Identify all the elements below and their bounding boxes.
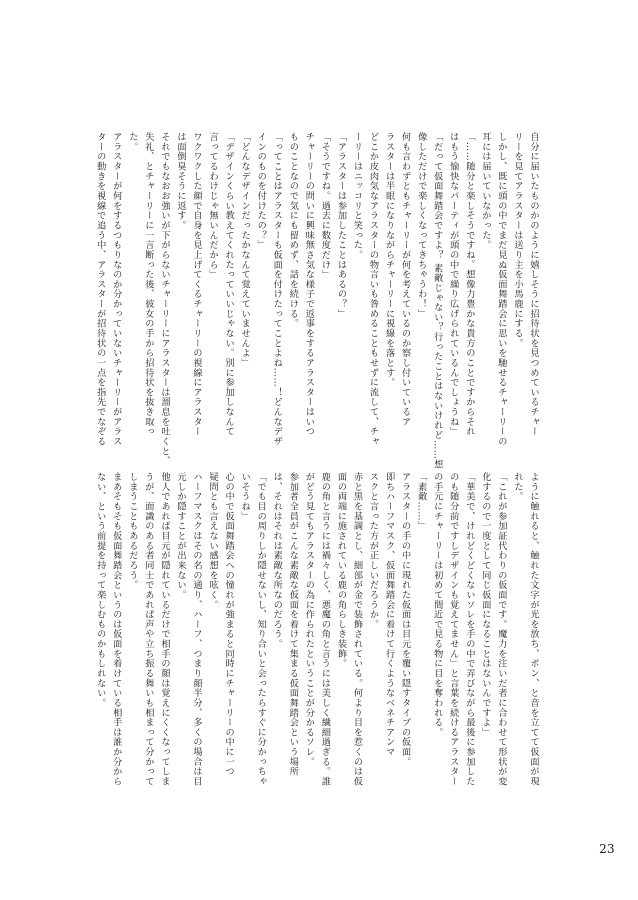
text-line: ワクワクした顔で自身を見上げてくるチャーリーの視線にアラスター — [191, 132, 203, 437]
text-line: 耳には届いていなかった。 — [479, 132, 491, 250]
text-line: 自分に届いたものかのように嬉しそうに招待状を見つめているチャー — [528, 132, 539, 437]
text-line: は、それはそれは素敵な所なのだろう。 — [271, 472, 283, 649]
text-line: 心の中で仮面舞踏会への憧れが強まると同時にチャーリーの中に一つ — [223, 472, 235, 777]
text-line: は面倒臭そうに返す。 — [174, 132, 186, 231]
text-line: 「素敵……」 — [415, 472, 427, 531]
text-line: 他人であれば目元が隠れているだけで相手の顔は覚えにくくなってしま — [158, 472, 170, 787]
text-line: 面の両端に施されている鹿の角らしき装飾。 — [335, 472, 347, 669]
text-line: ように触れると、触れた文字が光を放ち、ポン、と音を立てて仮面が現 — [528, 472, 539, 787]
text-line: れた。 — [511, 472, 523, 502]
text-line: ものことなので気にも留めず、話を続ける。 — [287, 132, 299, 329]
text-line: チャーリーの問いに興味無さ気な様子で返事をするアラスターはいつ — [303, 132, 315, 437]
text-line: まあそもそも仮面舞踏会というのは仮面を着けている相手は誰か分から — [110, 472, 122, 787]
text-line: リーを見てアラスターは送り主を小馬鹿にする。 — [511, 132, 523, 349]
text-line: 「……随分と楽しそうですね。想像力豊かな貴方のことですからそれ — [463, 132, 475, 437]
text-line: た。 — [126, 132, 138, 152]
text-line: ラスターは半眼になりながらチャーリーに視線を落とす。 — [383, 132, 395, 388]
text-line: 「華美で、けれどくどくないソレを手の中で弄びながら最後に参加した — [463, 472, 475, 787]
text-line: ハーフマスクはその名の通り、ハーフ、つまり顔半分、多くの場合は目 — [191, 472, 203, 787]
text-line: ない、という前提を持って楽しむものかもしれない。 — [94, 472, 106, 708]
text-line: どこか皮肉気なアラスターの物言いも咎めることもせずに流して、チャ — [367, 132, 379, 447]
text-line: 「これが参加証代わりの仮面です。魔力を注いだ者に合わせて形状が変 — [495, 472, 507, 787]
text-line: 即ちハーフマスク、仮面舞踏会に着けて行くようなベネチアンマ — [383, 472, 395, 757]
text-line: インのものを付けたの？」 — [255, 132, 267, 250]
text-line: しかし、既に頭の中でまだ見ぬ仮面舞踏会に思いを馳せるチャーリーの — [495, 132, 507, 447]
text-line: スクと言った方が正しいだろうか。 — [367, 472, 379, 630]
text-line: 「そうですね。過去に数度だけ」 — [319, 132, 331, 280]
text-line: 失礼、とチャーリーに一言断った後、彼女の手から招待状を抜き取っ — [142, 132, 154, 437]
text-line: 「でも目の周りしか隠せないし、知り合いと会ったらすぐに分かっちゃ — [255, 472, 267, 787]
text-line: しまうこともあるだろう。 — [126, 472, 138, 590]
bottom-text-block — [94, 472, 541, 827]
text-line: アラスターが何をするつもりなのか分かっていないチャーリーがアラス — [110, 132, 122, 447]
text-line: 「デザインくらい教えてくれたっていいじゃない。別に参加しなんて — [223, 132, 235, 437]
text-line: 鹿の角と言うには禍々しく、悪魔の角と言うには美しく繊細過ぎる。誰 — [319, 472, 331, 787]
text-line: アラスターの手の中に現れた仮面は目元を覆い隠すタイプの仮面。 — [399, 472, 411, 767]
text-line: の手元にチャーリーは初めて間近で見る物に目を奪われる。 — [431, 472, 443, 738]
text-line: 像しただけで楽しくなってきちゃうわ！」 — [415, 132, 427, 319]
text-line: 化するので一度として同じ仮面になることはないんですよ」 — [479, 472, 491, 738]
text-line: ーリーはニッコリと笑った。 — [351, 132, 363, 260]
text-line: 赤と黒を基調とし、細部が金で装飾されている。何より目を惹くのは仮 — [351, 472, 363, 787]
text-line: 「だって仮面舞踏会ですよ？ 素敵じゃない？行ったことはないけれど……想 — [431, 132, 443, 470]
top-text-block — [94, 132, 541, 472]
text-line: うが、面識のある者同士であれば声や立ち振る舞いも相まって分かって — [142, 472, 154, 787]
text-line: 参加者全員がこんな素敵な仮面を着けて集まる仮面舞踏会という場所 — [287, 472, 299, 777]
text-line: 「どんなデザインだったかなんて覚えていませんよ」 — [239, 132, 251, 368]
text-line: 何も言わずともチャーリーが何を考えているのか察し付いているア — [399, 132, 411, 427]
text-line: それでもなおお強いが下がらないチャーリーにアラスターは溜息を吐くと、 — [158, 132, 170, 466]
text-line: いそうね」 — [239, 472, 251, 522]
text-line: ターの動きを視線で追う中、アラスターが招待状の一点を指先でなぞる — [94, 132, 106, 447]
text-line: 「ってことはアラスターも仮面を付けたってことよね……！どんなデザ — [271, 132, 283, 447]
text-line: 「アラスターは参加したことはあるの？」 — [335, 132, 347, 319]
text-line: 疑問とも言えない感想を呟く。 — [207, 472, 219, 610]
text-line: がどう見てもアラスターの為に作られたということが分かるソレ。 — [303, 472, 315, 767]
text-line: のも随分前ですしデザインも覚えてません」と言葉を続けるアラスター — [447, 472, 459, 787]
page-number: 23 — [599, 842, 615, 856]
text-line: はもう愉快なパーティが頭の中で繰り広げられているんでしょうね」 — [447, 132, 459, 437]
text-line: 元しか隠すことが出来ない。 — [174, 472, 186, 600]
text-line: 言ってるわけじゃ無いんだから」 — [207, 132, 219, 280]
